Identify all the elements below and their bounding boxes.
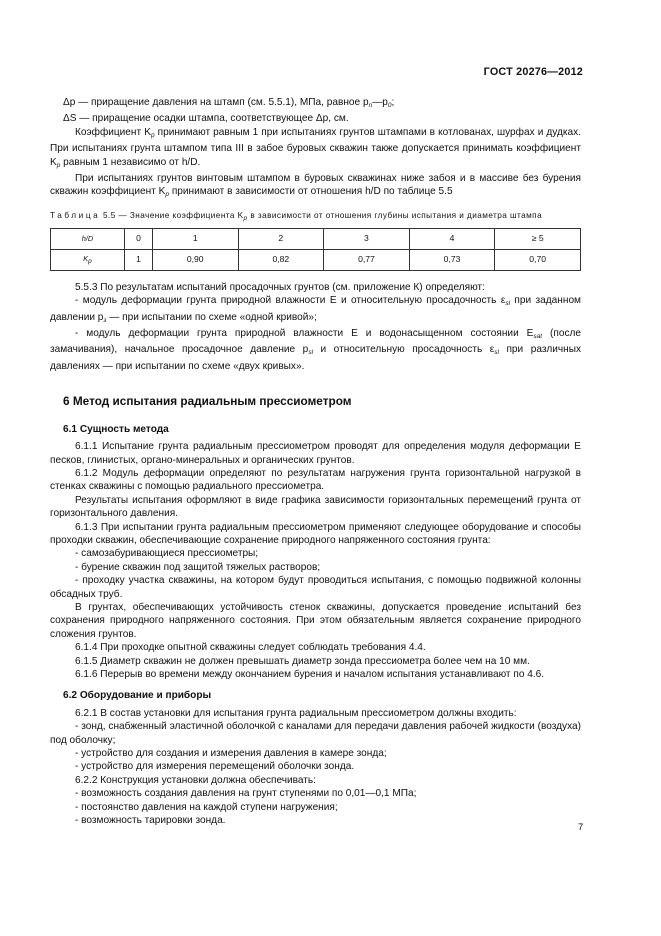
page-body [50,96,581,827]
paragraph-612: 6.1.2 Модуль деформации определяют по результатам нагружения грунта горизонтальной нагрузкой в стенках скважины с помощью радиального прессиометра. [50,467,581,493]
table-cell: 3 [324,228,410,249]
paragraph-622: 6.2.2 Конструкция установки должна обеспечивать: [75,774,316,786]
list-item: - возможность создания давления на грунт ступенями по 0,01—0,1 МПа; [75,788,417,800]
table-cell: 1 [125,249,153,270]
formula-term-ds: ΔS — приращение осадки штампа, соответствующее Δp, см. [63,113,349,125]
table-row [51,249,581,270]
table-cell: 4 [409,228,495,249]
paragraph-613b: В грунтах, обеспечивающих устойчивость стенок скважины, допускается проведение испытаний без сохранения природного напряженного состояния. При этом обязательным является сохранение природного сложения грунтов. [50,601,581,640]
section-6-1-title: 6.1 Сущность метода [63,423,169,435]
page-number: 7 [578,822,584,833]
paragraph-611: 6.1.1 Испытание грунта радиальным прессиометром проводят для определения модуля деформации E песков, глинистых, органо-минеральных и органических грунтов. [50,441,581,466]
table-cell: 0,70 [495,249,581,270]
table-row-label: h/D [51,228,125,249]
table-cell: 2 [238,228,324,249]
table-cell: 0,77 [324,249,410,270]
list-item: - бурение скважин под защитой тяжелых растворов; [75,561,321,573]
table-cell: ≥ 5 [495,228,581,249]
paragraph-614: 6.1.4 При проходке опытной скважины следует соблюдать требования 4.4. [75,642,426,654]
formula-term-dp: Δp — приращение давления на штамп (см. 5.5.1), МПа, равное $p_n—p_0$; [63,97,395,109]
paragraph-612b: Результаты испытания оформляют в виде графика зависимости горизонтальных перемещений грунта от горизонтального давления. [50,494,581,520]
list-item: - зонд, снабженный эластичной оболочкой с каналами для передачи давления рабочей жидкости (воздуха) под оболочку; [50,721,581,746]
table-cell: 0,90 [152,249,238,270]
table-caption: Таблица 5.5 — Значение коэффициента $K_p$ в зависимости от отношения глубины испытания и диаметра штампа [50,210,543,222]
table-cell: 0,82 [238,249,324,270]
paragraph-613: 6.1.3 При испытании грунта радиальным прессиометром применяют следующее оборудование и способы проходки скважин, обеспечивающие сохранение природного напряженного состояния грунта: [50,521,581,546]
list-item: - самозабуривающиеся прессиометры; [75,548,259,560]
paragraph-621: 6.2.1 В состав установки для испытания грунта радиальным прессиометром должны входить: [75,707,517,719]
list-item: - устройство для измерения перемещений оболочки зонда. [75,761,355,773]
paragraph-553: 5.5.3 По результатам испытаний просадочных грунтов (см. приложение К) определяют: [75,281,485,293]
list-item: - модуль деформации грунта природной влажности E и относительную просадочность $\varepsilon_{sl}$ при заданном давлении $p_з$ — при испытании по схеме «одной кривой»; [50,295,581,324]
table-row [51,228,581,249]
paragraph-kp-1: Коэффициент $K_p$ принимают равным 1 при испытаниях грунтов штампами в котлованах, шурфах и дудках. При испытаниях грунта штампом типа III в забое буровых скважин также допускается принимать коэффициент $K_p$ равным 1 независимо от h/D. [50,126,581,169]
list-item: - проходку участка скважины, на котором будут проводиться испытания, с помощью подвижной колонны обсадных труб. [50,575,581,600]
paragraph-615: 6.1.5 Диаметр скважин не должен превышать диаметр зонда прессиометра более чем на 10 мм. [75,655,530,667]
paragraph-616: 6.1.6 Перерыв во времени между окончанием бурения и началом испытания устанавливают по 4.6. [75,669,545,680]
document-header: ГОСТ 20276—2012 [483,66,583,78]
table-cell: 1 [152,228,238,249]
list-item: - возможность тарировки зонда. [75,815,226,827]
list-item: - постоянство давления на каждой ступени нагружения; [75,801,338,813]
table-cell: 0,73 [409,249,495,270]
list-item: - модуль деформации грунта природной влажности E и водонасыщенном состоянии $E_{sat}$ (после замачивания), начальное просадочное давление $p_{sl}$ и относительную просадочность $\varepsilon_{sl}$ при различных давлениях — при испытании по схеме «двух кривых». [50,328,581,372]
section-6-title: 6 Метод испытания радиальным прессиометром [63,394,352,409]
table-cell: 0 [125,228,153,249]
paragraph-kp-2: При испытаниях грунтов винтовым штампом в буровых скважинах ниже забоя и в массиве без бурения скважин коэффициент $K_p$ принимают в зависимости от отношения h/D по таблице 5.5 [50,173,581,199]
kp-table [50,228,581,271]
table-row-label: Kp [51,249,125,270]
list-item: - устройство для создания и измерения давления в камере зонда; [75,748,387,760]
section-6-2-title: 6.2 Оборудование и приборы [63,690,212,702]
